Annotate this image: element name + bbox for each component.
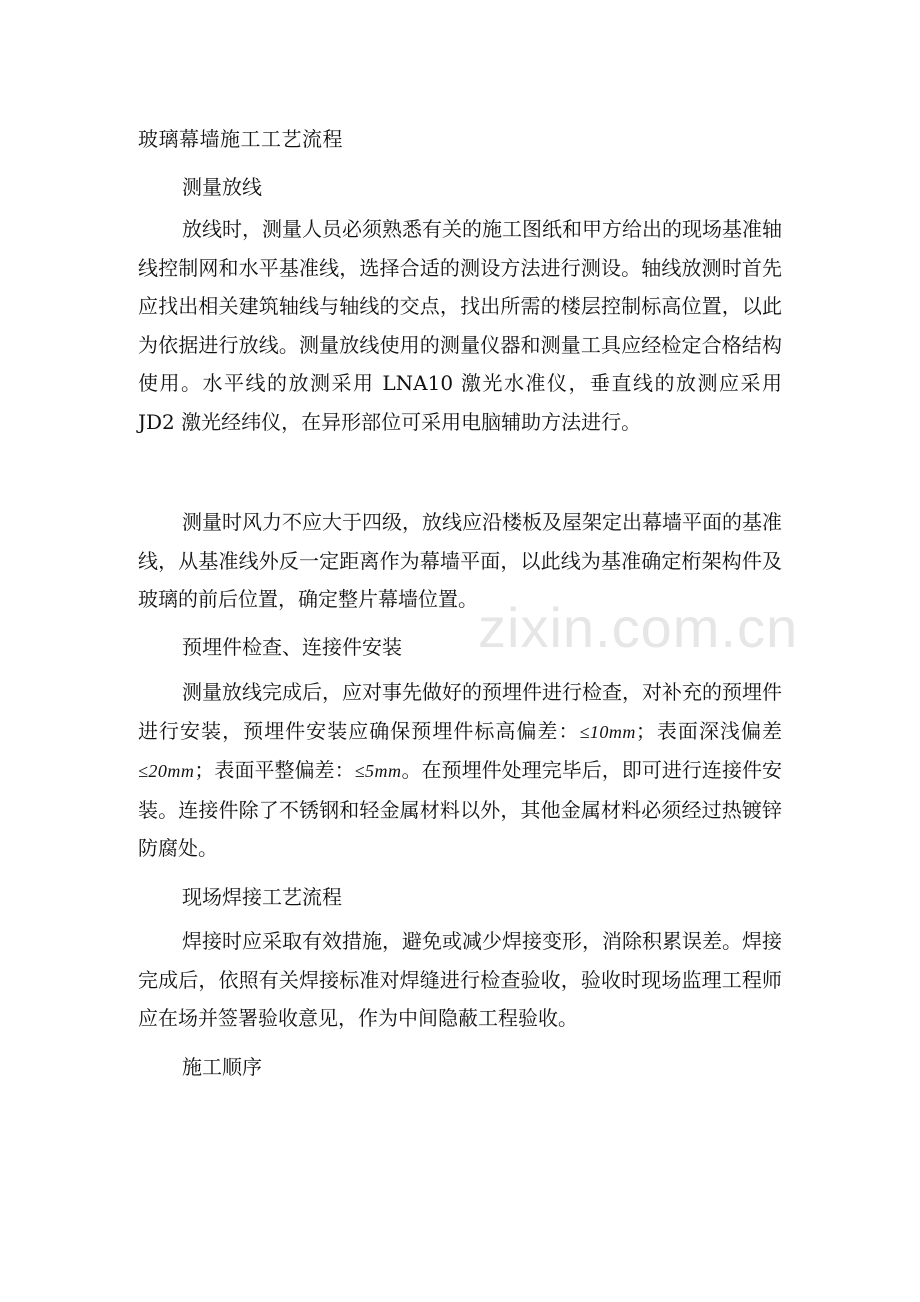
tolerance-elevation: ≤10mm [579, 721, 636, 742]
document-title: 玻璃幕墙施工工艺流程 [138, 127, 343, 151]
paragraph-text: 。在预埋件处理完毕后，即可进行连接件安装。连接件除了不锈钢和轻金属材料以外，其他金属材料必须经过热镀锌防腐处。 [138, 758, 783, 860]
section-heading-welding: 现场焊接工艺流程 [182, 885, 342, 909]
tolerance-depth: ≤20mm [138, 761, 195, 781]
paragraph-welding: 焊接时应采取有效措施，避免或减少焊接变形，消除积累误差。焊接完成后，依照有关焊接标准对焊缝进行检查验收，验收时现场监理工程师应在场并签署验收意见，作为中间隐蔽工程验收。 [138, 929, 782, 1030]
paragraph-text: ；表面平整偏差： [194, 758, 355, 782]
paragraph-survey-1: 放线时，测量人员必须熟悉有关的施工图纸和甲方给出的现场基准轴线控制网和水平基准线，选择合适的测设方法进行测设。轴线放测时首先应找出相关建筑轴线与轴线的交点，找出所需的楼层控制标高位置，以此为依据进行放线。测量放线使用的测量仪器和测量工具应经检定合格结构使用。水平线的放测采用 LNA10 激光水准仪，垂直线的放测应采用 JD2 激光经纬仪，在异形部位可采用电脑辅助方法进行。 [138, 217, 782, 434]
paragraph-text: 测量放线完成后，应对事先做好的预埋件进行检查，对补充的预埋件进行安装，预埋件安装应确保预埋件标高偏差： [138, 680, 782, 743]
section-heading-embedded-parts: 预埋件检查、连接件安装 [182, 635, 402, 659]
paragraph-embedded-parts [138, 673, 782, 868]
section-heading-survey: 测量放线 [182, 175, 262, 199]
paragraph-survey-2: 测量时风力不应大于四级，放线应沿楼板及屋架定出幕墙平面的基准线，从基准线外反一定距离作为幕墙平面，以此线为基准确定桁架构件及玻璃的前后位置，确定整片幕墙位置。 [138, 510, 782, 611]
watermark: zixin.com.cn [478, 596, 799, 659]
tolerance-flatness: ≤5mm [354, 761, 402, 781]
paragraph-text: ；表面深浅偏差 [635, 718, 783, 743]
section-heading-construction-order: 施工顺序 [182, 1055, 262, 1079]
